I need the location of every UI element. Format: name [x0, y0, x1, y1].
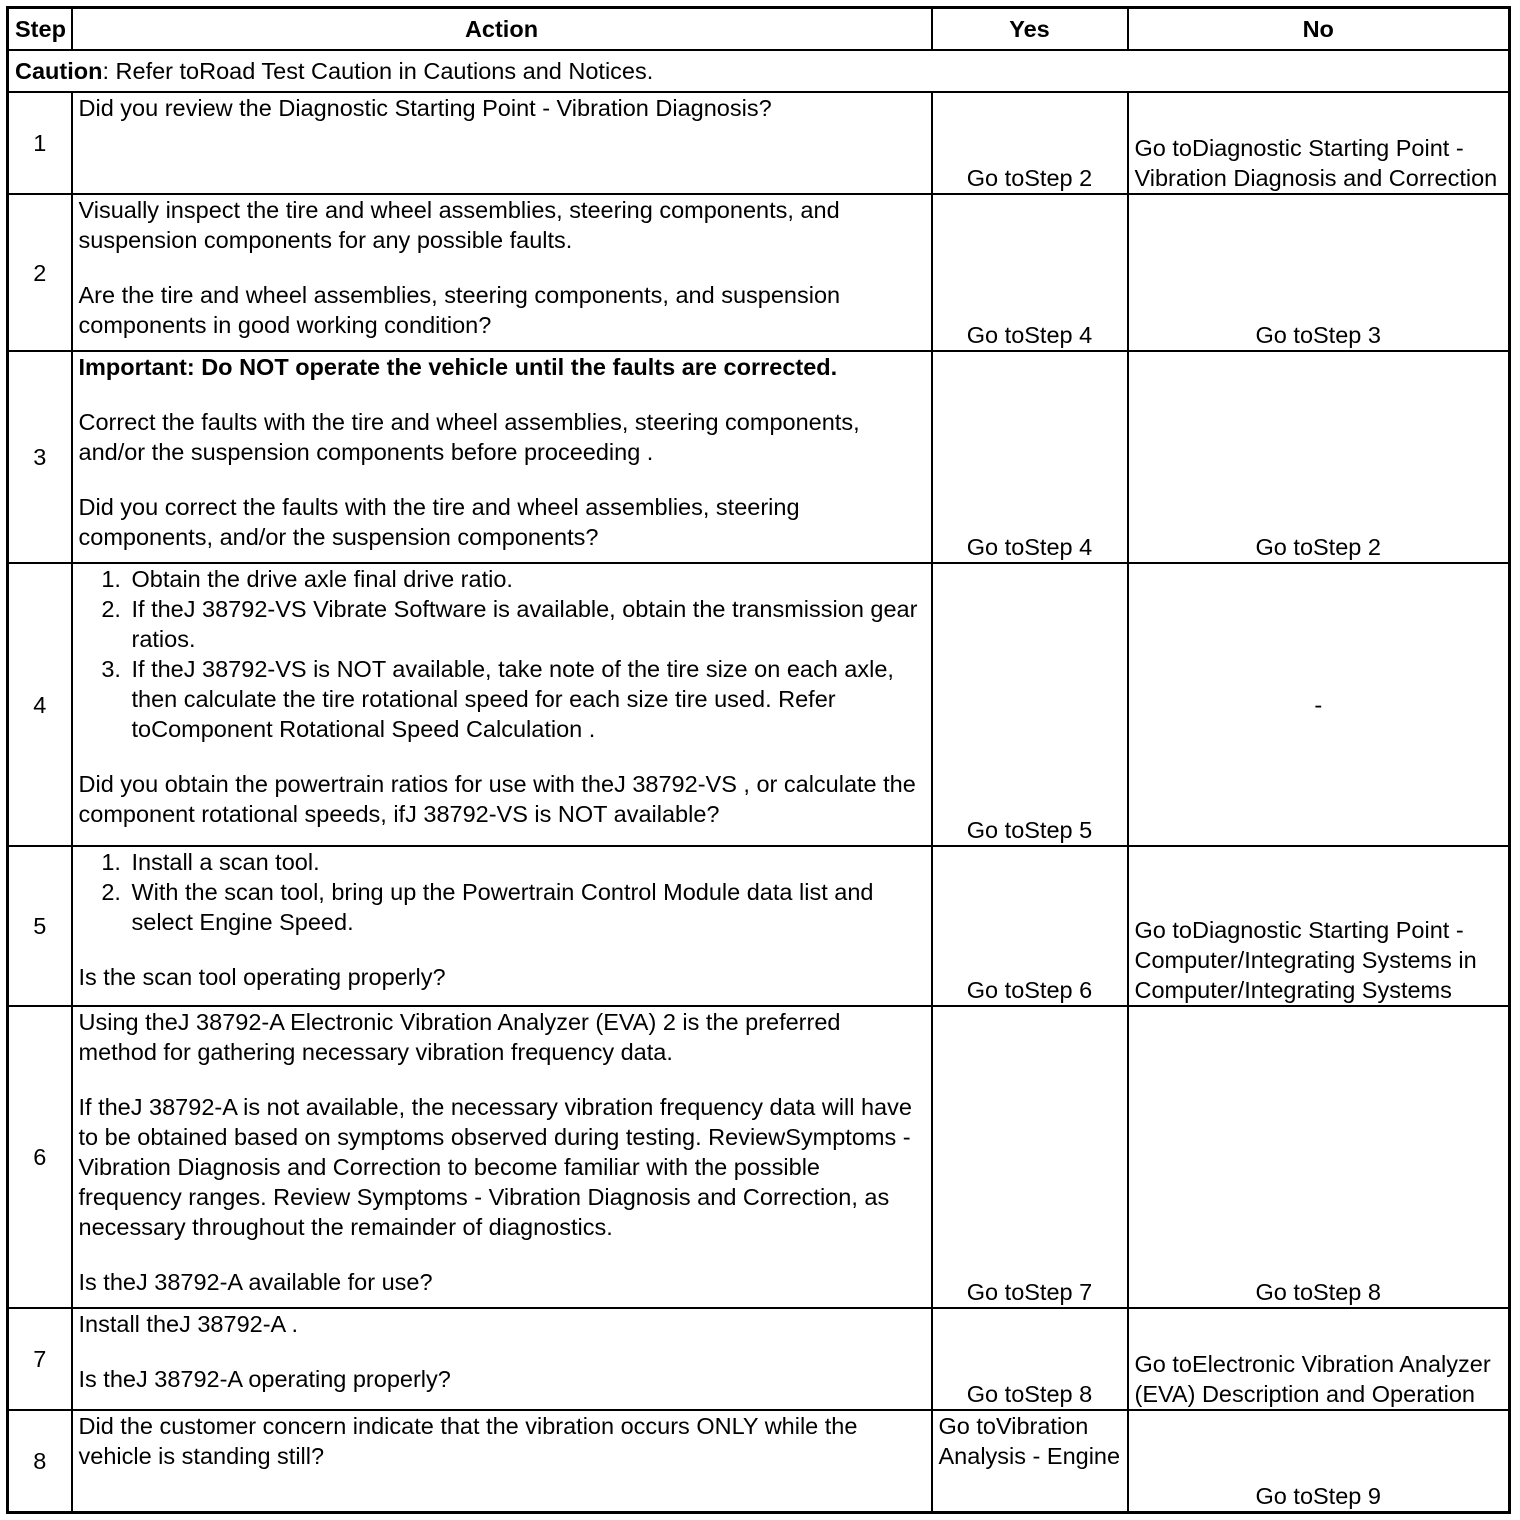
action-list — [79, 564, 925, 744]
step-number: 7 — [8, 1308, 72, 1410]
yes-cell: Go toStep 4 — [932, 194, 1128, 351]
yes-cell: Go toStep 5 — [932, 563, 1128, 846]
no-cell: Go toStep 2 — [1128, 351, 1510, 563]
yes-cell: Go toStep 7 — [932, 1006, 1128, 1308]
action-question: Are the tire and wheel assemblies, steering components, and suspension components in good working condition? — [78, 282, 841, 339]
action-text: Correct the faults with the tire and wheel assemblies, steering components, and/or the suspension components before proceeding . — [78, 409, 860, 466]
table-row — [8, 92, 1510, 194]
caution-row — [8, 50, 1510, 92]
action-cell — [72, 563, 932, 846]
action-cell — [72, 194, 932, 351]
step-number: 6 — [8, 1006, 72, 1308]
table-row — [8, 351, 1510, 563]
list-item: 1. Install a scan tool. — [128, 847, 925, 877]
action-text: If theJ 38792-A is not available, the necessary vibration frequency data will have to be obtained based on symptoms observed during testing. ReviewSymptoms - Vibration Diagnosis and Correction to become familiar with the possible frequency ranges. Review Symptoms - Vibration Diagnosis and Correction, as necessary throughout the remainder of diagnostics. — [78, 1094, 912, 1241]
important-note: Important: Do NOT operate the vehicle until the faults are corrected. — [78, 354, 838, 381]
list-item: 2. If theJ 38792-VS Vibrate Software is available, obtain the transmission gear ratios. — [128, 594, 925, 654]
action-question: Did you correct the faults with the tire and wheel assemblies, steering components, and/or the suspension components? — [78, 494, 800, 551]
yes-cell: Go toStep 6 — [932, 846, 1128, 1006]
header-action: Action — [72, 8, 932, 51]
table-row — [8, 1006, 1510, 1308]
step-number: 4 — [8, 563, 72, 846]
step-number: 5 — [8, 846, 72, 1006]
no-cell: Go toDiagnostic Starting Point - Vibration Diagnosis and Correction — [1128, 92, 1510, 194]
action-cell — [72, 351, 932, 563]
action-cell — [72, 1006, 932, 1308]
yes-cell: Go toStep 2 — [932, 92, 1128, 194]
no-cell: Go toStep 3 — [1128, 194, 1510, 351]
action-question: Is theJ 38792-A operating properly? — [78, 1366, 451, 1393]
no-cell: Go toDiagnostic Starting Point - Computer/Integrating Systems in Computer/Integrating Systems — [1128, 846, 1510, 1006]
action-question: Did the customer concern indicate that the vibration occurs ONLY while the vehicle is standing still? — [78, 1413, 858, 1470]
action-question: Did you obtain the powertrain ratios for use with theJ 38792-VS , or calculate the component rotational speeds, ifJ 38792-VS is NOT available? — [78, 771, 916, 828]
list-item: 3. If theJ 38792-VS is NOT available, take note of the tire size on each axle, then calculate the tire rotational speed for each size tire used. Refer toComponent Rotational Speed Calculation . — [128, 654, 925, 744]
action-text: Visually inspect the tire and wheel assemblies, steering components, and suspension components for any possible faults. — [78, 197, 840, 254]
yes-cell: Go toStep 4 — [932, 351, 1128, 563]
table-row — [8, 194, 1510, 351]
list-item: 2. With the scan tool, bring up the Powertrain Control Module data list and select Engine Speed. — [128, 877, 925, 937]
yes-cell: Go toVibration Analysis - Engine — [932, 1410, 1128, 1512]
table-row — [8, 563, 1510, 846]
step-number: 8 — [8, 1410, 72, 1512]
action-cell — [72, 1410, 932, 1512]
list-item: 1. Obtain the drive axle final drive ratio. — [128, 564, 925, 594]
no-cell: Go toStep 8 — [1128, 1006, 1510, 1308]
header-yes: Yes — [932, 8, 1128, 51]
step-number: 3 — [8, 351, 72, 563]
caution-cell — [8, 50, 1510, 92]
caution-label: Caution — [15, 58, 103, 84]
action-text: Using theJ 38792-A Electronic Vibration Analyzer (EVA) 2 is the preferred method for gathering necessary vibration frequency data. — [78, 1009, 841, 1066]
action-cell — [72, 92, 932, 194]
step-number: 2 — [8, 194, 72, 351]
action-text: Install theJ 38792-A . — [78, 1311, 298, 1338]
action-text: Did you review the Diagnostic Starting Point - Vibration Diagnosis? — [78, 95, 772, 121]
step-number: 1 — [8, 92, 72, 194]
action-cell — [72, 1308, 932, 1410]
table-row — [8, 1308, 1510, 1410]
no-cell: Go toStep 9 — [1128, 1410, 1510, 1512]
caution-text: : Refer toRoad Test Caution in Cautions and Notices. — [102, 58, 654, 84]
action-question: Is theJ 38792-A available for use? — [78, 1269, 433, 1296]
header-no: No — [1128, 8, 1510, 51]
table-row — [8, 846, 1510, 1006]
header-row — [8, 8, 1510, 51]
yes-cell: Go toStep 8 — [932, 1308, 1128, 1410]
action-question: Is the scan tool operating properly? — [78, 964, 446, 991]
header-step: Step — [8, 8, 72, 51]
action-cell — [72, 846, 932, 1006]
table-row — [8, 1410, 1510, 1512]
no-cell: - — [1128, 563, 1510, 846]
no-cell: Go toElectronic Vibration Analyzer (EVA) Description and Operation — [1128, 1308, 1510, 1410]
action-list — [79, 847, 925, 937]
diagnostic-table — [6, 6, 1511, 1514]
